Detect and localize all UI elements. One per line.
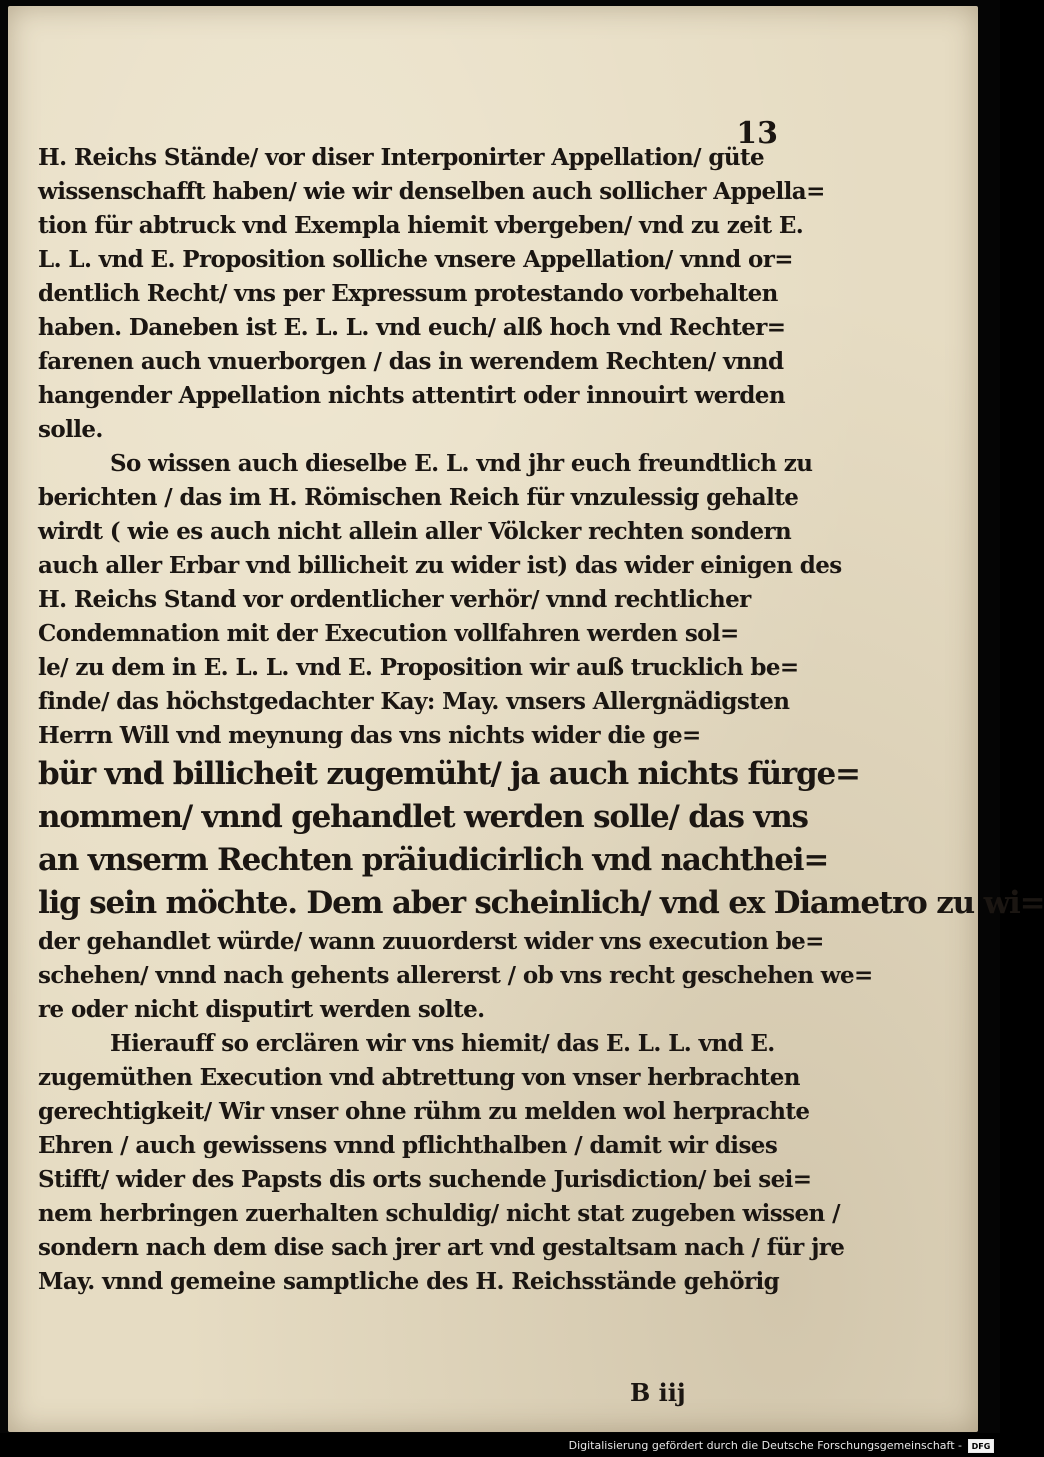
text-line: bür vnd billicheit zugemüht/ ja auch nichts fürge= — [38, 756, 860, 792]
dfg-logo: DFG — [968, 1439, 994, 1453]
text-line: gerechtigkeit/ Wir vnser ohne rühm zu melden wol herprachte — [38, 1098, 810, 1125]
text-line: der gehandlet würde/ wann zuuorderst wider vns execution be= — [38, 928, 824, 955]
text-line: lig sein möchte. Dem aber scheinlich/ vnd ex Diametro zu wi= — [38, 885, 1044, 921]
page-number: 13 — [736, 116, 778, 151]
text-line: Herrn Will vnd meynung das vns nichts wider die ge= — [38, 722, 701, 749]
text-line: Hierauff so erclären wir vns hiemit/ das E. L. L. vnd E. — [110, 1030, 775, 1057]
book-page — [8, 6, 1044, 1432]
footer-bar — [0, 1433, 1000, 1457]
footer-credit: Digitalisierung gefördert durch die Deutsche Forschungsgemeinschaft - — [568, 1439, 962, 1452]
text-line: So wissen auch dieselbe E. L. vnd jhr euch freundtlich zu — [110, 450, 813, 477]
text-line: Condemnation mit der Execution vollfahren werden sol= — [38, 620, 739, 647]
text-line: zugemüthen Execution vnd abtrettung von vnser herbrachten — [38, 1064, 800, 1091]
text-line: le/ zu dem in E. L. L. vnd E. Proposition wir auß trucklich be= — [38, 654, 799, 681]
text-line: Ehren / auch gewissens vnnd pflichthalben / damit wir dises — [38, 1132, 778, 1159]
text-line: nem herbringen zuerhalten schuldig/ nicht stat zugeben wissen / — [38, 1200, 840, 1227]
text-line: tion für abtruck vnd Exempla hiemit vbergeben/ vnd zu zeit E. — [38, 212, 804, 239]
text-line: auch aller Erbar vnd billicheit zu wider ist) das wider einigen des — [38, 552, 842, 579]
text-line: dentlich Recht/ vns per Expressum protestando vorbehalten — [38, 280, 778, 307]
text-line: L. L. vnd E. Proposition solliche vnsere Appellation/ vnnd or= — [38, 246, 793, 273]
text-line: berichten / das im H. Römischen Reich für vnzulessig gehalte — [38, 484, 799, 511]
text-line: schehen/ vnnd nach gehents allererst / ob vns recht geschehen we= — [38, 962, 873, 989]
text-line: H. Reichs Stand vor ordentlicher verhör/ vnnd rechtlicher — [38, 586, 751, 613]
text-line: finde/ das höchstgedachter Kay: May. vnsers Allergnädigsten — [38, 688, 790, 715]
text-line: wirdt ( wie es auch nicht allein aller Völcker rechten sondern — [38, 518, 792, 545]
text-line: wissenschafft haben/ wie wir denselben auch sollicher Appella= — [38, 178, 825, 205]
text-line: H. Reichs Stände/ vor diser Interponirter Appellation/ güte — [38, 144, 765, 171]
text-line: Stifft/ wider des Papsts dis orts suchende Jurisdiction/ bei sei= — [38, 1166, 812, 1193]
text-line: solle. — [38, 416, 103, 443]
text-line: farenen auch vnuerborgen / das in werendem Rechten/ vnnd — [38, 348, 784, 375]
catchword: B iij — [630, 1378, 686, 1407]
page-text-block — [38, 141, 1044, 1299]
text-line: haben. Daneben ist E. L. L. vnd euch/ alß hoch vnd Rechter= — [38, 314, 786, 341]
text-line: sondern nach dem dise sach jrer art vnd gestaltsam nach / für jre — [38, 1234, 845, 1261]
text-line: re oder nicht disputirt werden solte. — [38, 996, 485, 1023]
text-line: May. vnnd gemeine samptliche des H. Reichsstände gehörig — [38, 1268, 780, 1295]
text-line: nommen/ vnnd gehandlet werden solle/ das vns — [38, 799, 808, 835]
text-line: hangender Appellation nichts attentirt oder innouirt werden — [38, 382, 785, 409]
text-line: an vnserm Rechten präiudicirlich vnd nachthei= — [38, 842, 829, 878]
